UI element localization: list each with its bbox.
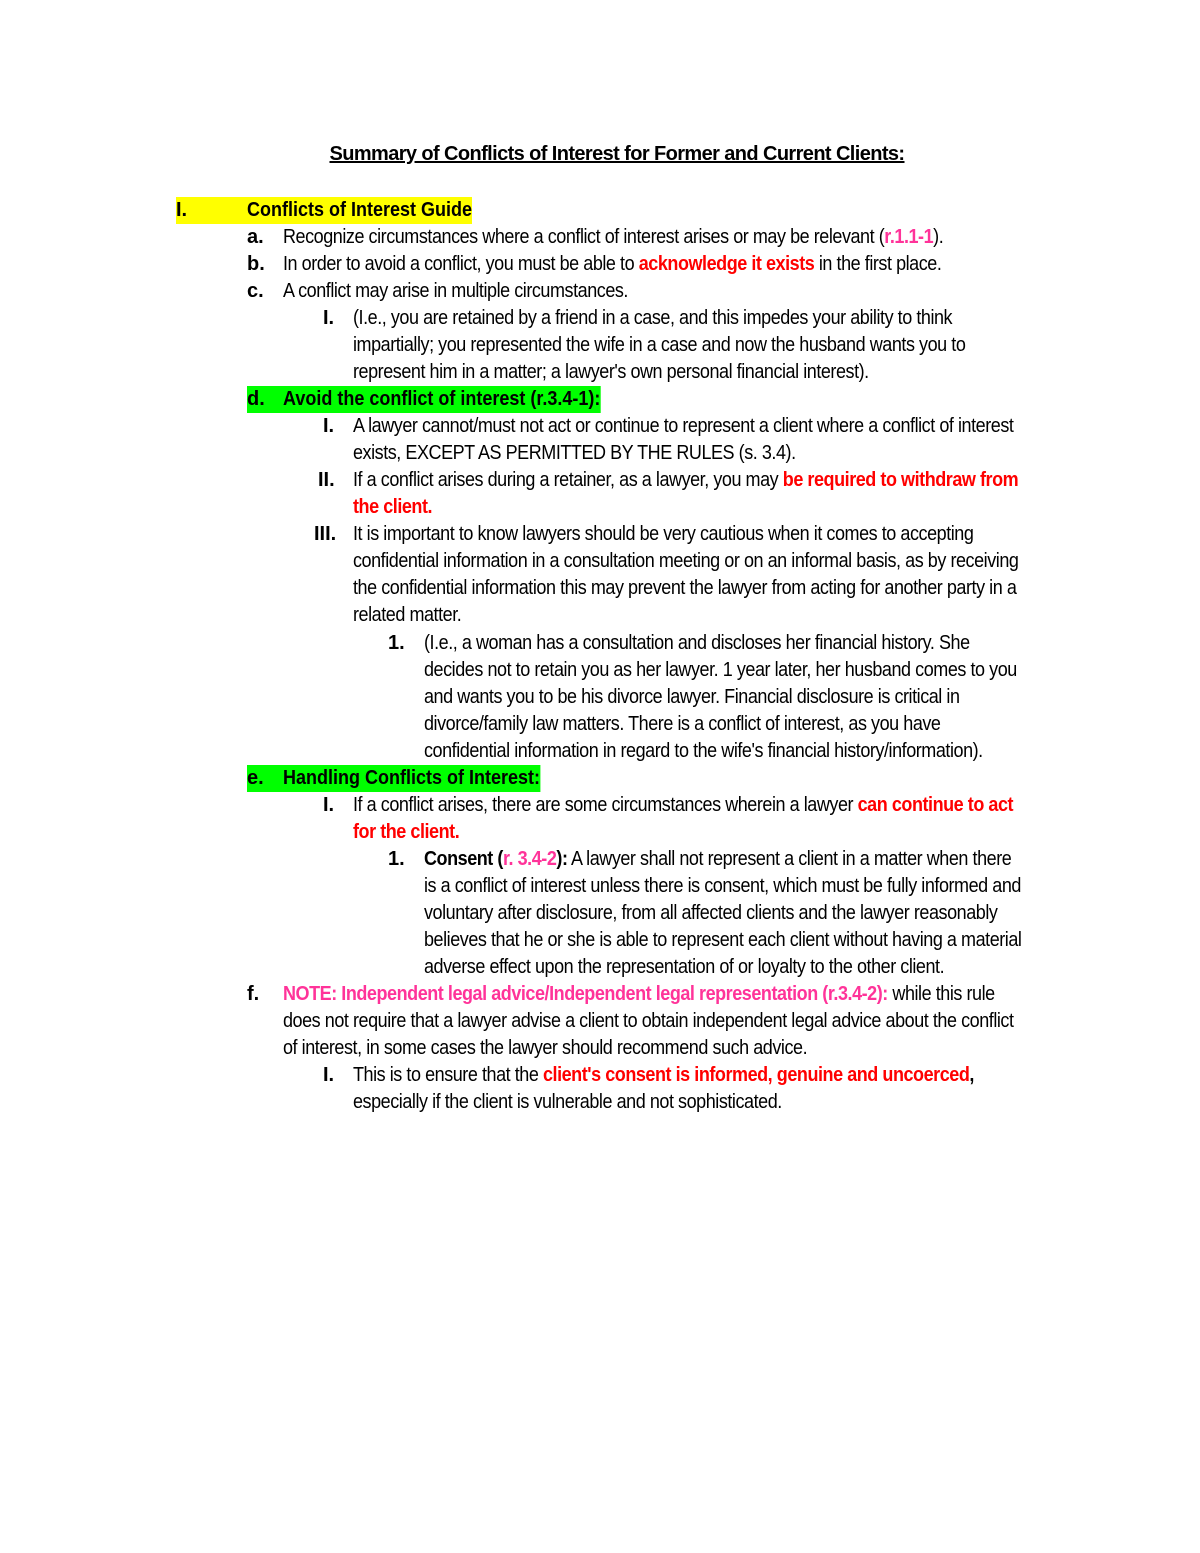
item-d-i-line1: A lawyer cannot/must not act or continue to represent a client where a conflict of interest xyxy=(353,415,1014,437)
item-c-label: c. xyxy=(247,280,264,302)
item-f-i-label: I. xyxy=(323,1064,335,1086)
item-f-line2: does not require that a lawyer advise a client to obtain independent legal advice about the conflict xyxy=(283,1010,1014,1032)
item-f-i-line1: This is to ensure that the client's consent is informed, genuine and uncoerced, xyxy=(353,1064,974,1086)
item-e-i-line1: If a conflict arises, there are some circumstances wherein a lawyer can continue to act xyxy=(353,794,1014,816)
item-c-i-line1: (I.e., you are retained by a friend in a case, and this impedes your ability to think xyxy=(353,307,953,329)
rule-reference: r. 3.4-2 xyxy=(502,848,557,870)
item-d-iii-1-line5: confidential information in regard to the wife's financial history/information). xyxy=(424,740,983,762)
item-d-iii-line2: confidential information in a consultation meeting or on an informal basis, as by receiving xyxy=(353,550,1019,572)
item-f-i-line2: especially if the client is vulnerable and not sophisticated. xyxy=(353,1091,782,1113)
item-e-i-label: I. xyxy=(323,794,335,816)
item-f-line3: of interest, in some cases the lawyer should recommend such advice. xyxy=(283,1037,808,1059)
item-e-1-label: 1. xyxy=(388,848,405,870)
item-e-1-line3: voluntary after disclosure, from all affected clients and the lawyer reasonably xyxy=(424,902,998,924)
item-a-label: a. xyxy=(247,226,264,248)
item-c-text: A conflict may arise in multiple circumstances. xyxy=(283,280,628,302)
item-d-iii-1-label: 1. xyxy=(388,632,405,654)
item-e-1-line2: is a conflict of interest unless there is consent, which must be fully informed and xyxy=(424,875,1021,897)
item-b-label: b. xyxy=(247,253,265,275)
item-d-iii-1-line1: (I.e., a woman has a consultation and discloses her financial history. She xyxy=(424,632,970,654)
item-e-1-line5: adverse effect upon the representation of or loyalty to the other client. xyxy=(424,956,945,978)
item-d-iii-1-line3: and wants you to be his divorce lawyer. Financial disclosure is critical in xyxy=(424,686,960,708)
item-d-ii-line1: If a conflict arises during a retainer, as a lawyer, you may be required to withdraw from xyxy=(353,469,1019,491)
item-e-1-line1: Consent (r. 3.4-2): A lawyer shall not represent a client in a matter when there xyxy=(424,848,1012,870)
item-f-label: f. xyxy=(247,983,260,1005)
item-e-1-line4: believes that he or she is able to represent each client without having a material xyxy=(424,929,1022,951)
item-d-iii-line1: It is important to know lawyers should be very cautious when it comes to accepting xyxy=(353,523,974,545)
item-d-i-label: I. xyxy=(323,415,335,437)
item-c-i-label: I. xyxy=(323,307,335,329)
item-c-i-line2: impartially; you represented the wife in a case and now the husband wants you to xyxy=(353,334,966,356)
item-e-heading: Handling Conflicts of Interest: xyxy=(283,765,540,792)
item-b-text: In order to avoid a conflict, you must be able to acknowledge it exists in the first place. xyxy=(283,253,942,275)
item-d-iii-1-line2: decides not to retain you as her lawyer. 1 year later, her husband comes to you xyxy=(424,659,1017,681)
item-f-line1: NOTE: Independent legal advice/Independent legal representation (r.3.4-2): while this rule xyxy=(283,983,995,1005)
item-d-ii-label: II. xyxy=(318,469,335,491)
item-d-iii-1-line4: divorce/family law matters. There is a conflict of interest, as you have xyxy=(424,713,941,735)
item-d-heading: Avoid the conflict of interest (r.3.4-1): xyxy=(283,386,600,413)
section-label: I. xyxy=(176,197,247,224)
rule-reference: r.1.1-1 xyxy=(884,226,934,248)
page-title: Summary of Conflicts of Interest for Former and Current Clients: xyxy=(329,143,905,165)
item-e-label: e. xyxy=(247,765,283,792)
item-c-i-line3: represent him in a matter; a lawyer's own personal financial interest). xyxy=(353,361,869,383)
item-a-text: Recognize circumstances where a conflict of interest arises or may be relevant (r.1.1-1). xyxy=(283,226,944,248)
item-d-label: d. xyxy=(247,386,283,413)
section-heading: Conflicts of Interest Guide xyxy=(247,197,472,224)
item-d-iii-line3: the confidential information this may prevent the lawyer from acting for another party in a xyxy=(353,577,1017,599)
item-d-i-line2: exists, EXCEPT AS PERMITTED BY THE RULES (s. 3.4). xyxy=(353,442,796,464)
item-d-iii-label: III. xyxy=(314,523,337,545)
item-e-i-line2: for the client. xyxy=(353,821,460,843)
item-d-iii-line4: related matter. xyxy=(353,604,462,626)
item-d-ii-line2: the client. xyxy=(353,496,433,518)
